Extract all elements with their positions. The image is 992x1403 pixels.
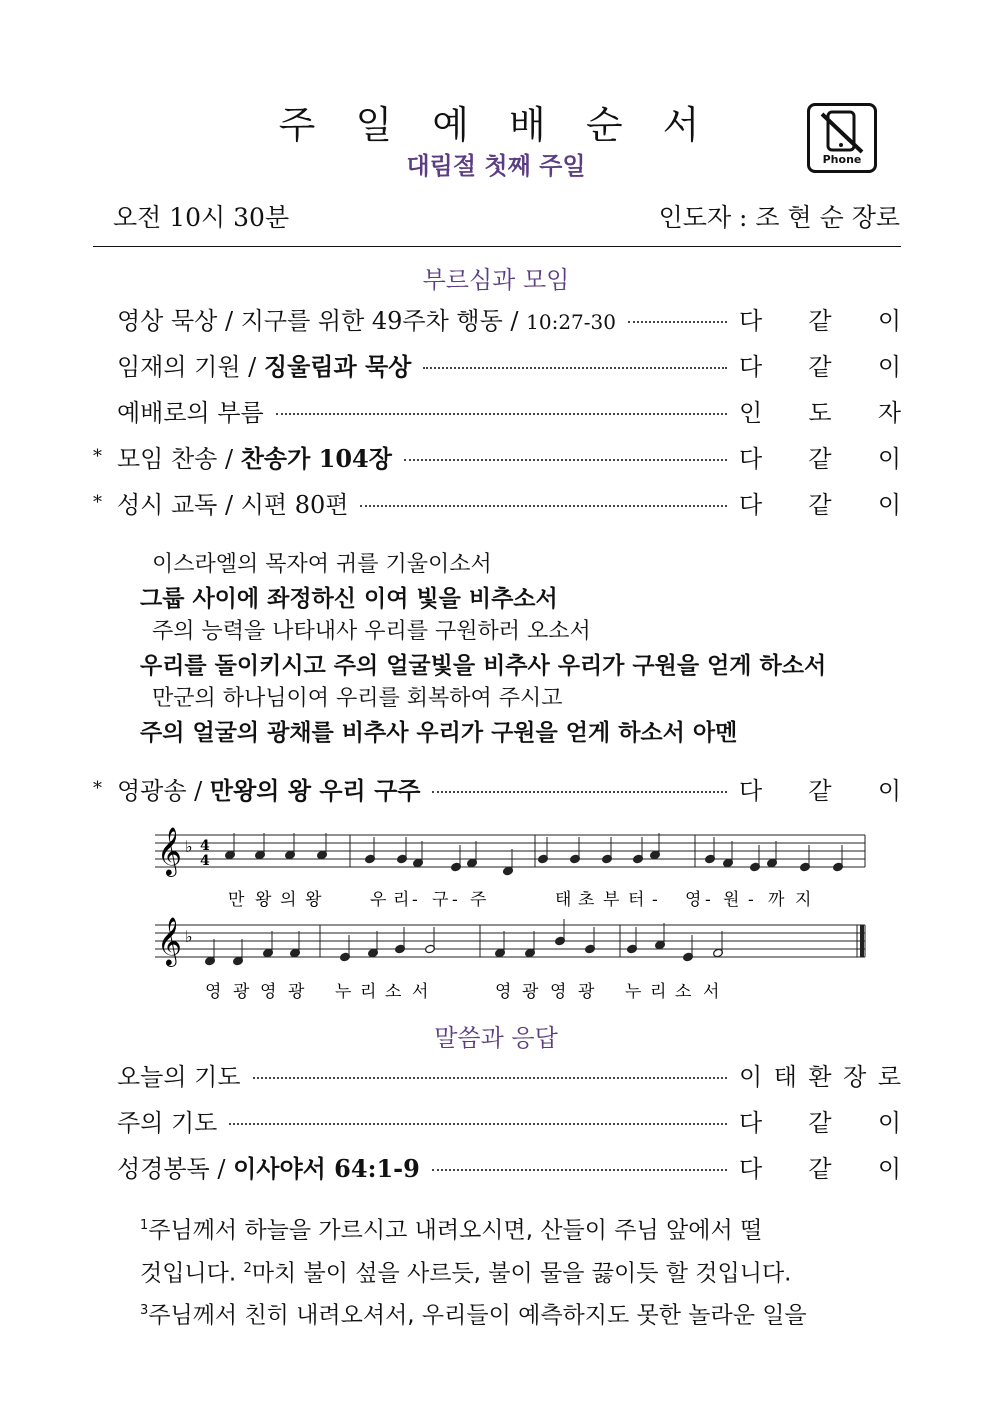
- verse-text: 것입니다.: [140, 1260, 244, 1287]
- performer-char: 다: [739, 1154, 763, 1183]
- order-item-text: 예배로의 부름: [117, 398, 264, 427]
- performer-char: 같: [808, 1108, 832, 1137]
- performer-char: 다: [739, 1108, 763, 1137]
- leader-dots: [360, 505, 727, 507]
- order-item-text: 주의 기도: [117, 1108, 218, 1137]
- performer-char: 이: [877, 776, 901, 805]
- responsive-line: 만군의 하나님이여 우리를 회복하여 주시고: [152, 686, 563, 711]
- performer-char: 이: [877, 306, 901, 335]
- performer-char: 이: [739, 1062, 763, 1091]
- performer-char: 다: [739, 776, 763, 805]
- order-item-performer: [739, 485, 901, 520]
- lyric-syllable: 리: [360, 982, 377, 1002]
- order-item-text: 영광송 /: [117, 776, 210, 805]
- lyric-syllable: 영: [205, 982, 222, 1002]
- order-item-label: [117, 301, 616, 336]
- performer-char: 이: [877, 1154, 901, 1183]
- order-item-text: 모임 찬송 /: [117, 444, 241, 473]
- lyric-syllable: -: [652, 890, 658, 910]
- lyric-syllable: 영: [550, 982, 567, 1002]
- performer-char: 같: [808, 444, 832, 473]
- section-gathering: 부르심과 모임: [422, 266, 570, 294]
- performer-char: 다: [739, 490, 763, 519]
- phone-label: Phone: [822, 153, 862, 166]
- performer-char: 장: [843, 1062, 867, 1091]
- performer-char: 환: [808, 1062, 832, 1091]
- order-item-bold: 만왕의 왕 우리 구주: [209, 775, 421, 805]
- order-item-label: [117, 771, 420, 806]
- order-item-performer: [739, 771, 901, 806]
- order-item-bold: 이사야서 64:1-9: [233, 1153, 420, 1183]
- performer-char: 다: [739, 444, 763, 473]
- order-item-performer: [739, 439, 901, 474]
- verse-text: 주님께서 친히 내려오셔서, 우리들이 예측하지도 못한 놀라운 일을: [148, 1302, 807, 1329]
- order-item: [93, 346, 901, 382]
- standing-mark: *: [93, 491, 102, 513]
- order-item-performer: [739, 301, 901, 336]
- lyric-syllable: 왕: [305, 890, 322, 910]
- lyric-syllable: 광: [522, 982, 539, 1002]
- standing-mark: *: [93, 777, 102, 799]
- verse-text: 마치 불이 섶을 사르듯, 불이 물을 끓이듯 할 것입니다.: [251, 1260, 792, 1287]
- no-phone-icon: [807, 103, 877, 173]
- lyric-syllable: 서: [412, 982, 429, 1002]
- performer-char: 로: [877, 1062, 901, 1091]
- leader-dots: [276, 413, 727, 415]
- lyric-syllable: 구: [432, 890, 449, 910]
- performer-char: 같: [808, 352, 832, 381]
- order-item-label: [117, 347, 411, 382]
- music-score: [150, 825, 875, 1005]
- order-item-performer: [739, 1103, 901, 1138]
- performer-char: 인: [739, 398, 763, 427]
- lyric-syllable: 리: [393, 890, 410, 910]
- lyric-syllable: 우: [370, 890, 387, 910]
- performer-char: 같: [808, 490, 832, 519]
- scripture-text: [140, 1207, 900, 1335]
- leader-dots: [404, 459, 727, 461]
- final-bar: [860, 925, 864, 957]
- verse-number: 2: [243, 1260, 252, 1276]
- leader-dots: [229, 1123, 727, 1125]
- performer-char: 같: [808, 306, 832, 335]
- order-item: [93, 300, 901, 336]
- lyric-syllable: -: [452, 890, 458, 910]
- order-item: [93, 1148, 901, 1184]
- order-item-label: [117, 1057, 241, 1092]
- verse-text: 주님께서 하늘을 가르시고 내려오시면, 산들이 주님 앞에서 떨: [148, 1217, 763, 1244]
- lyric-syllable: 의: [280, 890, 297, 910]
- lyric-syllable: 누: [625, 982, 642, 1002]
- lyric-syllable: 리: [650, 982, 667, 1002]
- lyric-syllable: 주: [470, 890, 487, 910]
- order-item: [93, 1102, 901, 1138]
- leader-dots: [423, 367, 727, 369]
- responsive-line: 그룹 사이에 좌정하신 이여 빛을 비추소서: [140, 586, 558, 612]
- performer-char: 도: [808, 398, 832, 427]
- responsive-line: 우리를 돌이키시고 주의 얼굴빛을 비추사 우리가 구원을 얻게 하소서: [140, 653, 827, 679]
- lyric-syllable: 부: [603, 890, 620, 910]
- standing-mark: *: [93, 445, 102, 467]
- order-item: [93, 484, 901, 520]
- lyric-syllable: 광: [288, 982, 305, 1002]
- order-item: [93, 1056, 901, 1092]
- lyric-syllable: 지: [795, 890, 812, 910]
- lyric-syllable: 초: [578, 890, 595, 910]
- service-time: 오전 10시 30분: [113, 203, 290, 232]
- order-item-label: [117, 1149, 420, 1184]
- order-item-performer: [739, 1057, 901, 1092]
- lyric-syllable: 터: [628, 890, 645, 910]
- section-word: 말씀과 응답: [434, 1024, 558, 1052]
- lyric-syllable: 영: [260, 982, 277, 1002]
- lyric-syllable: -: [705, 890, 711, 910]
- order-item: [93, 392, 901, 428]
- order-item-performer: [739, 347, 901, 382]
- lyric-syllable: 광: [233, 982, 250, 1002]
- performer-char: 다: [739, 352, 763, 381]
- order-item-text: 오늘의 기도: [117, 1062, 241, 1091]
- leader-dots: [628, 321, 727, 323]
- order-item-text: 성시 교독 / 시편 80편: [117, 490, 349, 519]
- leader-dots: [432, 791, 727, 793]
- lyric-syllable: -: [412, 890, 418, 910]
- responsive-line: 주의 능력을 나타내사 우리를 구원하러 오소서: [152, 619, 591, 644]
- verse-number: 3: [140, 1303, 149, 1319]
- leader-dots: [253, 1077, 727, 1079]
- leader-dots: [432, 1169, 727, 1171]
- performer-char: 태: [773, 1062, 797, 1091]
- lyric-syllable: 태: [555, 890, 572, 910]
- order-item-label: [117, 393, 264, 428]
- performer-char: 다: [739, 306, 763, 335]
- performer-char: 같: [808, 776, 832, 805]
- order-item-bold: 찬송가 104장: [240, 443, 392, 473]
- lyric-syllable: 영: [685, 890, 702, 910]
- lyric-syllable: -: [748, 890, 754, 910]
- lyric-syllable: 영: [495, 982, 512, 1002]
- order-item-label: [117, 485, 348, 520]
- performer-char: 이: [877, 352, 901, 381]
- order-item-text: 영상 묵상 / 지구를 위한 49주차 행동 /: [117, 306, 527, 335]
- treble-clef-icon: 𝄞: [157, 826, 182, 875]
- order-item-performer: [739, 1149, 901, 1184]
- lyric-syllable: 까: [768, 890, 785, 910]
- performer-char: 자: [877, 398, 901, 427]
- lyric-syllable: 왕: [255, 890, 272, 910]
- order-item: [93, 770, 901, 806]
- order-item-text: 임재의 기원 /: [117, 352, 264, 381]
- order-item-text: 성경봉독 /: [117, 1154, 234, 1183]
- flat-icon: ♭: [185, 837, 193, 856]
- time-signature: 4: [200, 853, 210, 869]
- time-signature: 4: [200, 838, 210, 854]
- order-item-label: [117, 439, 392, 474]
- performer-char: 같: [808, 1154, 832, 1183]
- flat-icon: ♭: [185, 927, 193, 946]
- order-item-reference: 10:27-30: [526, 309, 616, 334]
- performer-char: 이: [877, 1108, 901, 1137]
- order-item: [93, 438, 901, 474]
- order-item-label: [117, 1103, 217, 1138]
- service-leader: 인도자 : 조 현 순 장로: [658, 203, 900, 232]
- lyric-syllable: 누: [335, 982, 352, 1002]
- verse-number: 1: [140, 1218, 149, 1233]
- lyric-syllable: 원: [723, 890, 740, 910]
- performer-char: 이: [877, 490, 901, 519]
- page-title: 주 일 예 배 순 서: [278, 103, 714, 147]
- divider: [93, 246, 901, 247]
- responsive-line: 주의 얼굴의 광채를 비추사 우리가 구원을 얻게 하소서 아멘: [140, 720, 738, 746]
- page-subtitle: 대림절 첫째 주일: [406, 152, 586, 180]
- lyric-syllable: 소: [675, 982, 692, 1002]
- lyric-syllable: 만: [228, 890, 245, 910]
- performer-char: 이: [877, 444, 901, 473]
- lyric-syllable: 소: [385, 982, 402, 1002]
- order-item-performer: [739, 393, 901, 428]
- lyric-syllable: 광: [578, 982, 595, 1002]
- treble-clef-icon: 𝄞: [157, 916, 182, 965]
- order-item-bold: 징울림과 묵상: [263, 351, 412, 381]
- lyric-syllable: 서: [703, 982, 720, 1002]
- responsive-line: 이스라엘의 목자여 귀를 기울이소서: [152, 552, 492, 577]
